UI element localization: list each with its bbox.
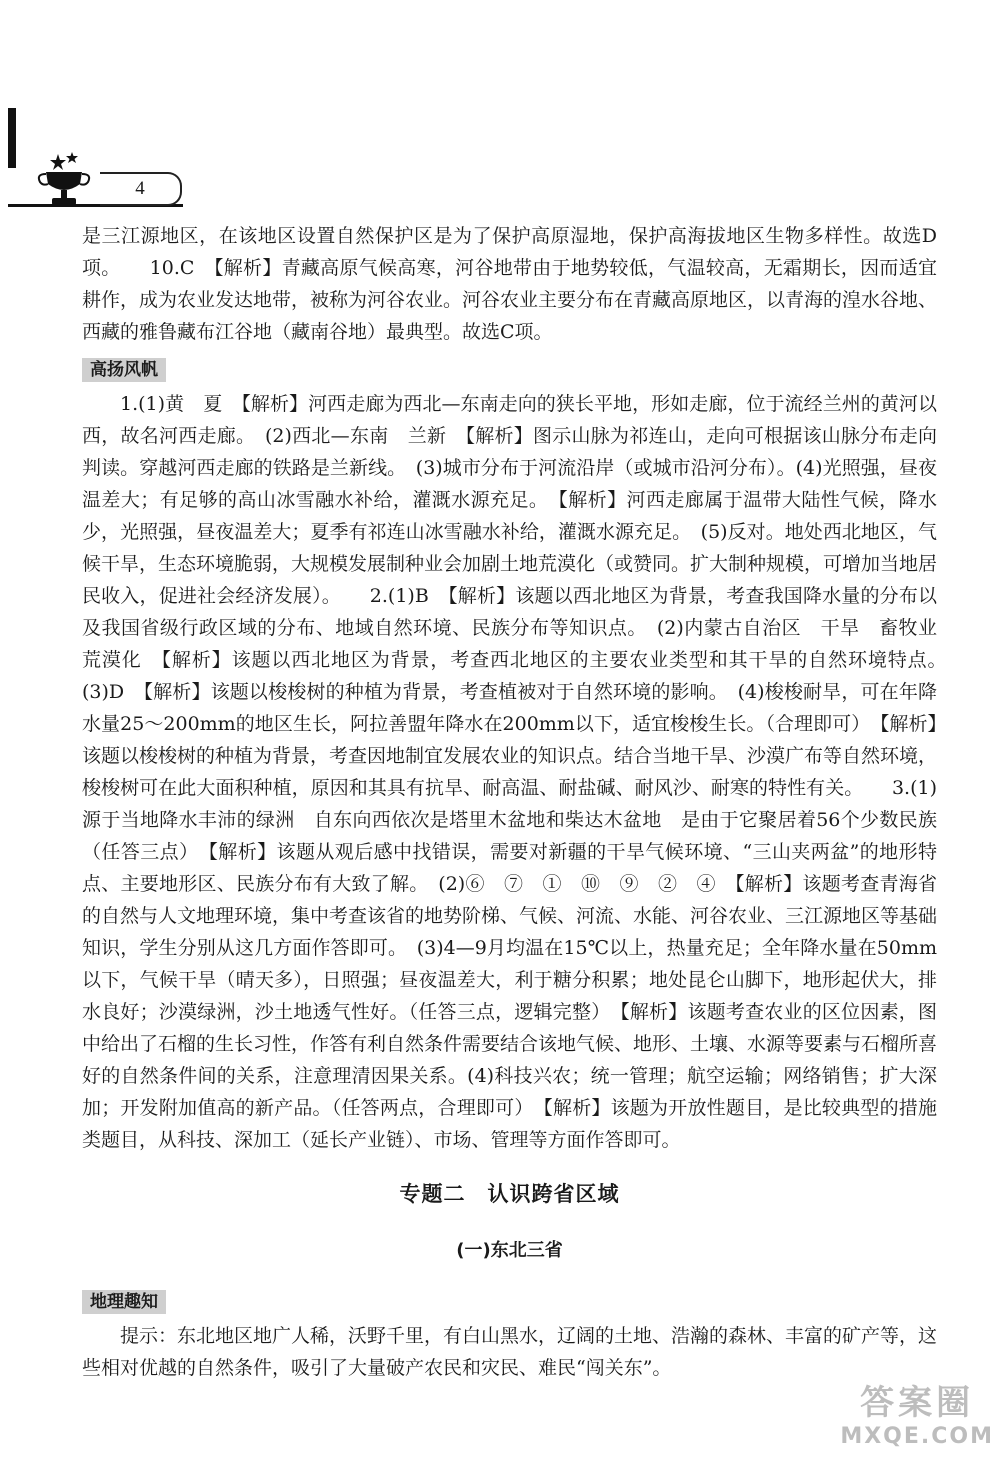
trophy-icon [34,150,94,210]
header-bar [8,108,16,168]
paragraph-2: 1.(1)黄 夏 【解析】河西走廊为西北—东南走向的狭长平地，形如走廊，位于流经兰州的黄河以西，故名河西走廊。 (2)西北—东南 兰新 【解析】图示山脉为祁连山，走向可根据该山脉分布走向判读。穿越河西走廊的铁路是兰新线。 (3)城市分布于河流沿岸（或城市沿河分布）。(4)光照强，昼夜温差大；有足够的高山冰雪融水补给，灌溉水源充足。 【解析】河西走廊属于温带大陆性气候，降水少，光照强，昼夜温差大；夏季有祁连山冰雪融水补给，灌溉水源充足。 (5)反对。地处西北地区，气候干旱，生态环境脆弱，大规模发展制种业会加剧土地荒漠化（或赞同。扩大制种规模，可增加当地居民收入，促进社会经济发展）。 2.(1)B 【解析】该题以西北地区为背景，考查我国降水量的分布以及我国省级行政区域的分布、地域自然环境、民族分布等知识点。 (2)内蒙古自治区 干旱 畜牧业 荒漠化 【解析】该题以西北地区为背景，考查西北地区的主要农业类型和其干旱的自然环境特点。 (3)D 【解析】该题以梭梭树的种植为背景，考查植被对于自然环境的影响。 (4)梭梭耐旱，可在年降水量25～200mm的地区生长，阿拉善盟年降水在200mm以下，适宜梭梭生长。（合理即可） 【解析】该题以梭梭树的种植为背景，考查因地制宜发展农业的知识点。结合当地干旱、沙漠广布等自然环境，梭梭树可在此大面积种植，原因和其具有抗旱、耐高温、耐盐碱、耐风沙、耐寒的特性有关。 3.(1)源于当地降水丰沛的绿洲 自东向西依次是塔里木盆地和柴达木盆地 是由于它聚居着56个少数民族（任答三点） 【解析】该题从观后感中找错误，需要对新疆的干旱气候环境、“三山夹两盆”的地形特点、主要地形区、民族分布有大致了解。 (2)⑥ ⑦ ① ⑩ ⑨ ② ④ 【解析】该题考查青海省的自然与人文地理环境，集中考查该省的地势阶梯、气候、河流、水能、河谷农业、三江源地区等基础知识，学生分别从这几方面作答即可。 (3)4—9月均温在15℃以上，热量充足；全年降水量在50mm以下，气候干旱（晴天多），日照强；昼夜温差大，利于糖分积累；地处昆仑山脚下，地形起伏大，排水良好；沙漠绿洲，沙土地透气性好。（任答三点，逻辑完整） 【解析】该题考查农业的区位因素，图中给出了石榴的生长习性，作答有利自然条件需要结合该地气候、地形、土壤、水源等要素与石榴所喜好的自然条件间的关系，注意理清因果关系。(4)科技兴农；统一管理；航空运输；网络销售；扩大深加；开发附加值高的新产品。（任答两点，合理即可） 【解析】该题为开放性题目，是比较典型的措施类题目，从科技、深加工（延长产业链）、市场、管理等方面作答即可。 [82,393,957,1151]
paragraph-1: 是三江源地区，在该地区设置自然保护区是为了保护高原湿地，保护高海拔地区生物多样性。故选D项。 10.C 【解析】青藏高原气候高寒，河谷地带由于地势较低，气温较高，无霜期长，因而适宜耕作，成为农业发达地带，被称为河谷农业。河谷农业主要分布在青藏高原地区，以青海的湟水谷地、西藏的雅鲁藏布江谷地（藏南谷地）最典型。故选C项。 [82,225,938,343]
watermark-line-1: 答案圈 [860,1383,975,1423]
page-number: 4 [100,172,182,206]
sub-title: (一)东北三省 [456,1240,563,1261]
page-content [82,220,957,1384]
topic-title: 专题二 认识跨省区域 [399,1182,620,1206]
watermark-line-2: MXQE.COM [840,1424,994,1449]
watermark [840,1375,994,1449]
section-label-gaoyang: 高扬风帆 [82,358,166,382]
section-label-dili: 地理趣知 [82,1290,166,1314]
paragraph-3: 提示：东北地区地广人稀，沃野千里，有白山黑水，辽阔的土地、浩瀚的森林、丰富的矿产等，这些相对优越的自然条件，吸引了大量破产农民和灾民、难民“闯关东”。 [82,1325,938,1379]
